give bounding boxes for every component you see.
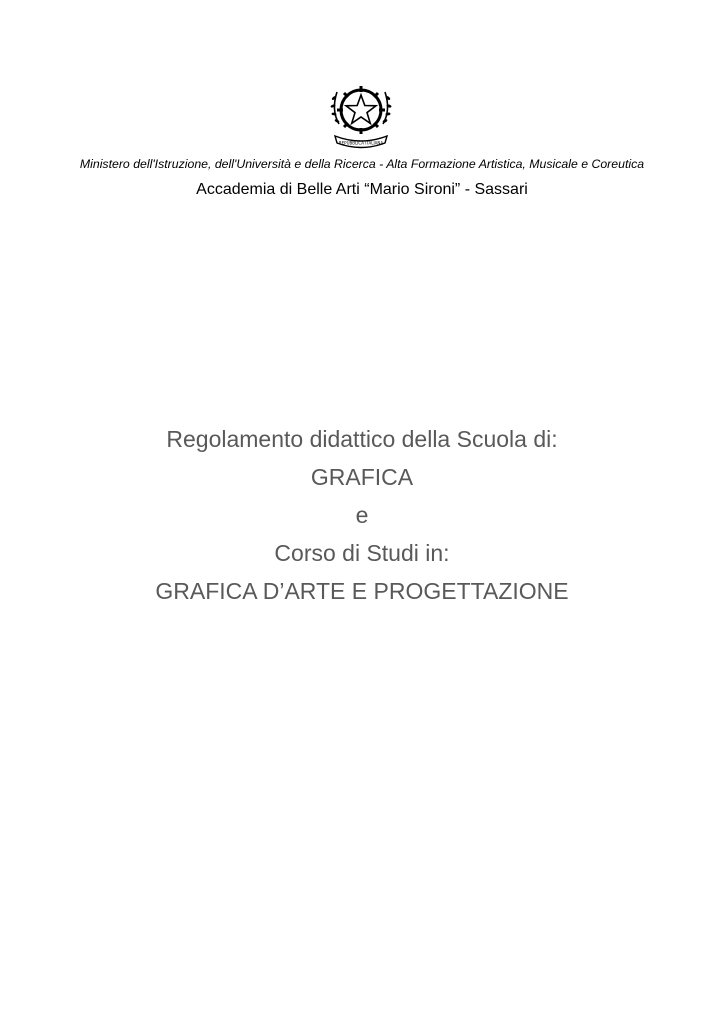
academy-heading: Accademia di Belle Arti “Mario Sironi” - Sassari [196,181,528,198]
ministry-heading: Ministero dell'Istruzione, dell'Università e della Ricerca - Alta Formazione Artistica, Musicale e Coreutica [79,157,645,171]
title-line-course-name: GRAFICA D’ARTE E PROGETTAZIONE [155,578,569,604]
svg-text:REPUBBLICA ITALIANA: REPUBBLICA ITALIANA [338,140,384,146]
title-line-course-label: Corso di Studi in: [274,540,450,566]
italian-republic-emblem-icon [327,80,395,152]
title-line-school: GRAFICA [310,464,414,490]
title-line-regulation: Regolamento didattico della Scuola di: [166,426,558,452]
title-line-conjunction: e [355,502,369,528]
document-title [0,420,724,610]
